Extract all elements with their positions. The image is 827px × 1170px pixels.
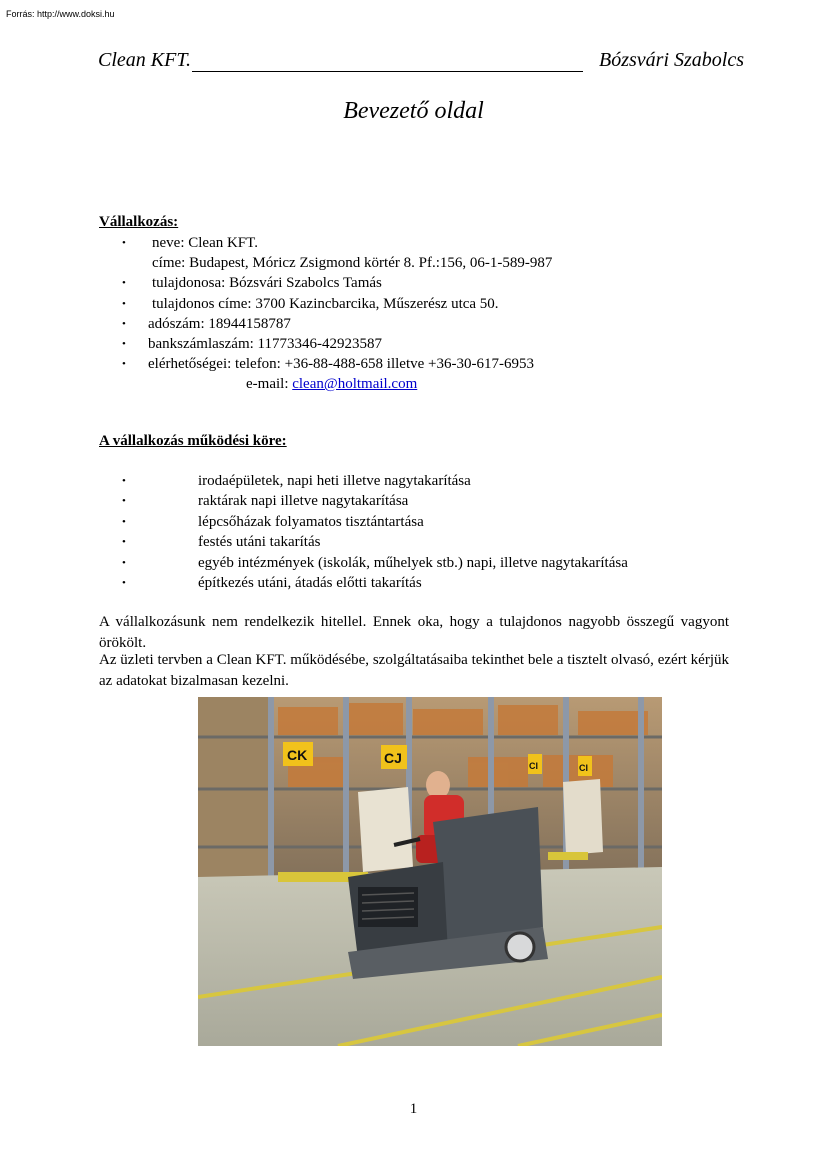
sign-ci: CI [529,761,538,771]
business-address: címe: Budapest, Móricz Zsigmond körtér 8. Pf.:156, 06-1-589-987 [152,255,553,271]
business-email-line [246,375,417,393]
business-contact-phone: elérhetőségei: telefon: +36-88-488-658 illetve +36-30-617-6953 [148,356,534,372]
business-owner-address: tulajdonos címe: 3700 Kazincbarcika, Műszerész utca 50. [152,296,499,312]
scope-item: irodaépületek, napi heti illetve nagytakarítása [198,473,471,489]
warehouse-cleaning-photo [198,697,662,1046]
scope-item: lépcsőházak folyamatos tisztántartása [198,514,424,530]
page-number: 1 [409,1101,418,1117]
business-bank-account: bankszámlaszám: 11773346-42923587 [148,336,382,352]
bullet: • [122,338,126,350]
bullet: • [122,536,126,548]
bullet: • [122,475,126,487]
sign-cj: CJ [384,750,402,766]
scope-item: építkezés utáni, átadás előtti takarítás [198,575,422,591]
email-label: e-mail: [246,376,293,392]
bullet: • [122,358,126,370]
business-owner: tulajdonosa: Bózsvári Szabolcs Tamás [152,275,382,291]
bullet: • [122,557,126,569]
bullet: • [122,495,126,507]
scope-item: festés utáni takarítás [198,534,321,550]
bullet: • [122,237,126,249]
warehouse-illustration [198,697,662,1046]
page-title: Bevezető oldal [343,98,484,124]
scope-item: egyéb intézmények (iskolák, műhelyek stb.) napi, illetve nagytakarítása [198,555,628,571]
business-name: neve: Clean KFT. [152,235,258,251]
source-note: Forrás: http://www.doksi.hu [6,9,115,19]
bullet: • [122,577,126,589]
bullet: • [122,318,126,330]
scope-heading: A vállalkozás működési köre: [99,433,287,449]
scope-item: raktárak napi illetve nagytakarítása [198,493,409,509]
header-company: Clean KFT. [98,49,191,71]
sign-ci: CI [579,763,588,773]
header-rule [192,71,583,72]
email-link[interactable]: clean@holtmail.com [292,376,418,392]
business-tax-number: adószám: 18944158787 [148,316,291,332]
bullet: • [122,298,126,310]
paragraph-confidential: Az üzleti tervben a Clean KFT. működésébe, szolgáltatásaiba tekinthet bele a tisztelt olvasó, ezért kérjük az adatokat bizalmasan kezelni. [99,652,729,689]
header-author: Bózsvári Szabolcs [599,49,744,71]
bullet: • [122,516,126,528]
paragraph-credit: A vállalkozásunk nem rendelkezik hitellel. Ennek oka, hogy a tulajdonos nagyobb összegű vagyont örökölt. [99,614,729,651]
bullet: • [122,277,126,289]
sign-ck: CK [287,747,308,763]
business-heading: Vállalkozás: [99,214,179,230]
